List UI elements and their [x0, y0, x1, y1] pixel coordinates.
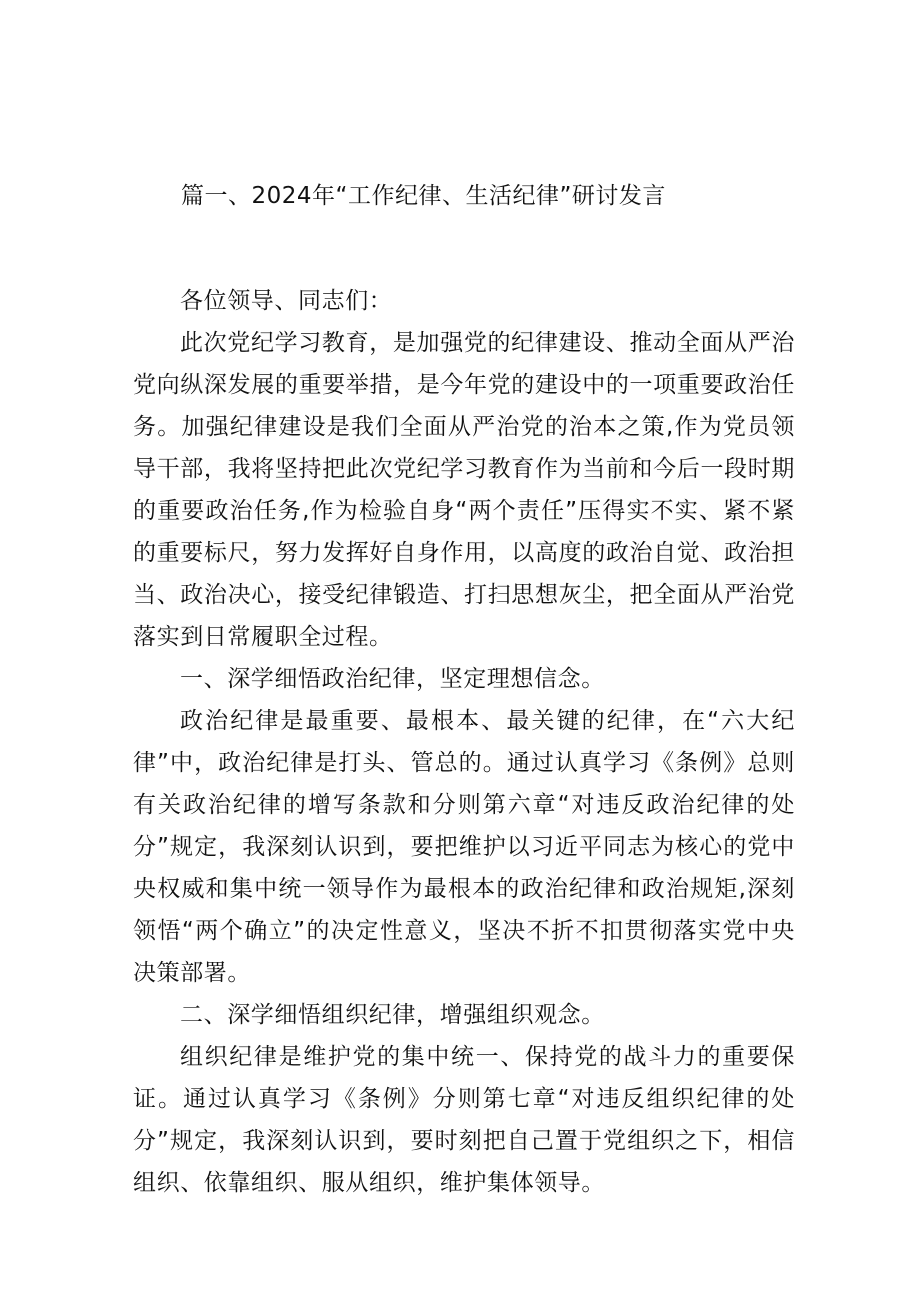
section-heading-political: 一、深学细悟政治纪律，坚定理想信念。 — [180, 666, 605, 692]
section-heading-organizational: 二、深学细悟组织纪律，增强组织观念。 — [180, 1002, 605, 1028]
document-body — [133, 280, 795, 1204]
political-discipline-paragraph: 政治纪律是最重要、最根本、最关键的纪律，在“六大纪律”中，政治纪律是打头、管总的。通过认真学习《条例》总则有关政治纪律的增写条款和分则第六章“对违反政治纪律的处分”规定，我深刻认识到，要把维护以习近平同志为核心的党中央权威和集中统一领导作为最根本的政治纪律和政治规矩,深刻领悟“两个确立”的决定性意义，坚决不折不扣贯彻落实党中央决策部署。 — [133, 708, 795, 986]
document-title: 篇一、2024年“工作纪律、生活纪律”研讨发言 — [181, 183, 666, 209]
organizational-discipline-paragraph: 组织纪律是维护党的集中统一、保持党的战斗力的重要保证。通过认真学习《条例》分则第七章“对违反组织纪律的处分”规定，我深刻认识到，要时刻把自己置于党组织之下，相信组织、依靠组织、服从组织，维护集体领导。 — [133, 1044, 795, 1196]
intro-paragraph: 此次党纪学习教育，是加强党的纪律建设、推动全面从严治党向纵深发展的重要举措，是今年党的建设中的一项重要政治任务。加强纪律建设是我们全面从严治党的治本之策,作为党员领导干部，我将坚持把此次党纪学习教育作为当前和今后一段时期的重要政治任务,作为检验自身“两个责任”压得实不实、紧不紧的重要标尺，努力发挥好自身作用，以高度的政治自觉、政治担当、政治决心，接受纪律锻造、打扫思想灰尘，把全面从严治党落实到日常履职全过程。 — [133, 330, 795, 650]
salutation-paragraph: 各位领导、同志们： — [180, 288, 393, 314]
